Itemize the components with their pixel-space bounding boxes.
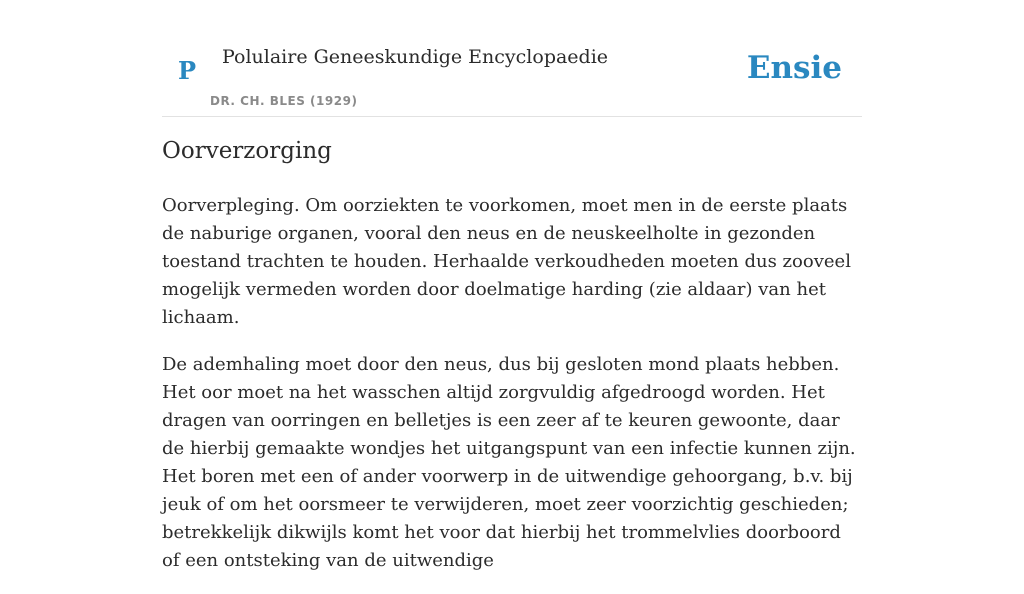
article-title: Oorverzorging — [162, 138, 332, 164]
book-title[interactable]: Polulaire Geneeskundige Encyclopaedie — [222, 46, 609, 68]
book-author: DR. CH. BLES (1929) — [210, 94, 358, 108]
article-paragraph: De ademhaling moet door den neus, dus bij gesloten mond plaats hebben. Het oor moet na het wasschen altijd zorgvuldig afgedroogd worden. Het dragen van oorringen en belletjes is een zeer af te keuren gewoonte, daar de hierbij gemaakte wondjes het uitgangspunt van een infectie kunnen zijn. Het boren met een of ander voorwerp in de uitwendige gehoorgang, b.v. bij jeuk of om het oorsmeer te verwijderen, moet zeer voorzichtig geschieden; betrekkelijk dikwijls komt het voor dat hierbij het trommelvlies doorboord of een ontsteking van de uitwendige — [162, 354, 856, 571]
article-body — [162, 192, 862, 594]
article-paragraph: Oorverpleging. Om oorziekten te voorkomen, moet men in de eerste plaats de naburige organen, vooral den neus en de neuskeelholte in gezonden toestand trachten te houden. Herhaalde verkoudheden moeten dus zooveel mogelijk vermeden worden door doelmatige harding (zie aldaar) van het lichaam. — [162, 195, 851, 328]
site-header — [162, 0, 862, 117]
book-logo-icon[interactable]: P — [178, 56, 197, 85]
ensie-logo-link[interactable]: Ensie — [746, 50, 842, 86]
